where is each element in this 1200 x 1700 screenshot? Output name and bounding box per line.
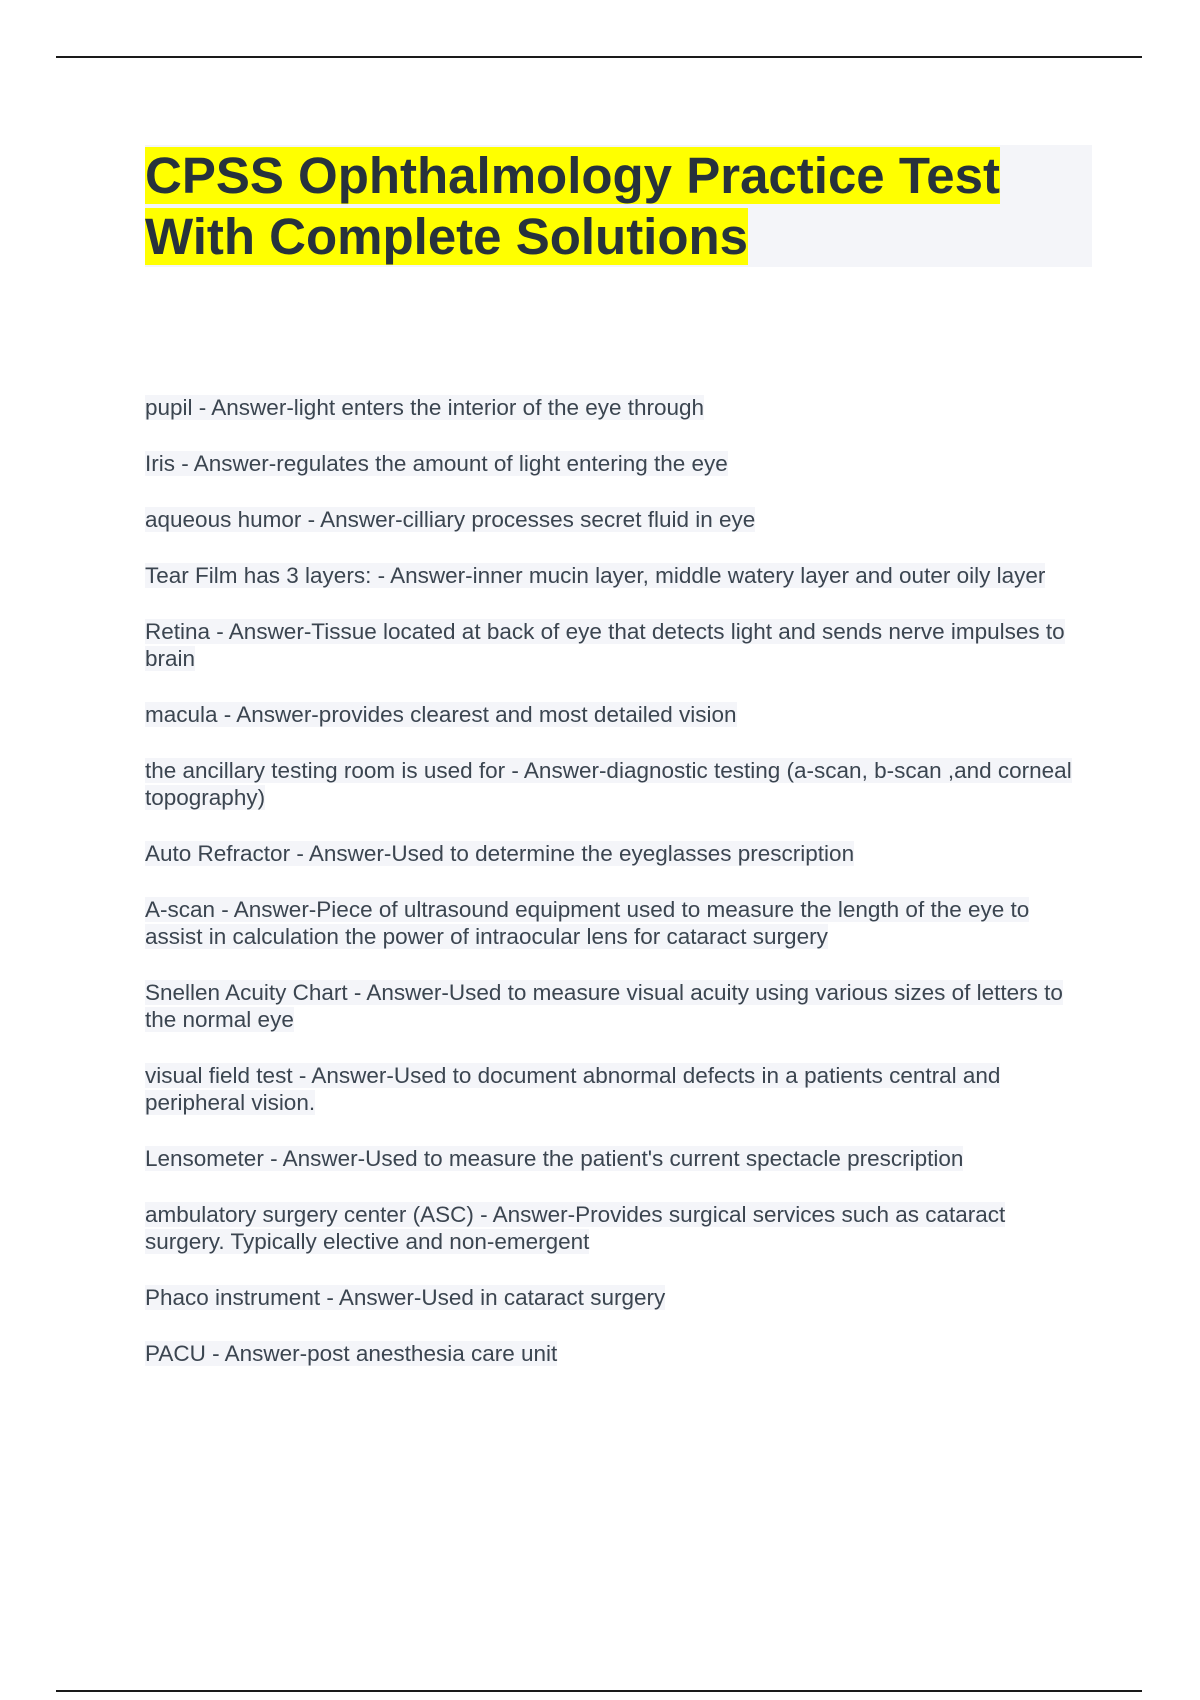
qa-item-text: aqueous humor - Answer-cilliary processes secret fluid in eye bbox=[145, 507, 756, 532]
qa-item-visual-field-test bbox=[145, 1062, 1090, 1116]
qa-item-phaco-instrument bbox=[145, 1284, 1090, 1311]
qa-item-text: Iris - Answer-regulates the amount of light entering the eye bbox=[145, 451, 728, 476]
qa-item-text: PACU - Answer-post anesthesia care unit bbox=[145, 1341, 558, 1366]
qa-item-lensometer bbox=[145, 1145, 1090, 1172]
qa-item-text: Snellen Acuity Chart - Answer-Used to measure visual acuity using various sizes of letters to the normal eye bbox=[145, 980, 1063, 1032]
qa-item-pupil bbox=[145, 394, 1090, 421]
qa-list bbox=[145, 394, 1090, 1396]
page-bottom-rule bbox=[56, 1690, 1142, 1692]
qa-item-ancillary-testing-room bbox=[145, 757, 1090, 811]
title-line-2: With Complete Solutions bbox=[145, 208, 749, 265]
qa-item-snellen-chart bbox=[145, 979, 1090, 1033]
qa-item-auto-refractor bbox=[145, 840, 1090, 867]
page-top-rule bbox=[56, 56, 1142, 58]
qa-item-pacu bbox=[145, 1340, 1090, 1367]
qa-item-macula bbox=[145, 701, 1090, 728]
qa-item-text: Lensometer - Answer-Used to measure the patient's current spectacle prescription bbox=[145, 1146, 964, 1171]
qa-item-a-scan bbox=[145, 896, 1090, 950]
qa-item-tear-film bbox=[145, 562, 1090, 589]
page-title bbox=[145, 145, 1092, 267]
qa-item-text: Phaco instrument - Answer-Used in cataract surgery bbox=[145, 1285, 666, 1310]
qa-item-aqueous-humor bbox=[145, 506, 1090, 533]
qa-item-text: the ancillary testing room is used for - Answer-diagnostic testing (a-scan, b-scan ,and corneal topography) bbox=[145, 758, 1072, 810]
qa-item-text: ambulatory surgery center (ASC) - Answer-Provides surgical services such as cataract surgery. Typically elective and non-emergent bbox=[145, 1202, 1006, 1254]
title-block bbox=[145, 145, 1092, 267]
qa-item-asc bbox=[145, 1201, 1090, 1255]
title-line-1: CPSS Ophthalmology Practice Test bbox=[145, 147, 1000, 204]
qa-item-text: visual field test - Answer-Used to document abnormal defects in a patients central and peripheral vision. bbox=[145, 1063, 1001, 1115]
qa-item-text: macula - Answer-provides clearest and most detailed vision bbox=[145, 702, 737, 727]
qa-item-text: Tear Film has 3 layers: - Answer-inner mucin layer, middle watery layer and outer oily layer bbox=[145, 563, 1046, 588]
qa-item-text: Retina - Answer-Tissue located at back of eye that detects light and sends nerve impulses to brain bbox=[145, 619, 1065, 671]
qa-item-text: Auto Refractor - Answer-Used to determine the eyeglasses prescription bbox=[145, 841, 855, 866]
qa-item-retina bbox=[145, 618, 1090, 672]
qa-item-text: A-scan - Answer-Piece of ultrasound equipment used to measure the length of the eye to assist in calculation the power of intraocular lens for cataract surgery bbox=[145, 897, 1030, 949]
qa-item-iris bbox=[145, 450, 1090, 477]
qa-item-text: pupil - Answer-light enters the interior of the eye through bbox=[145, 395, 705, 420]
